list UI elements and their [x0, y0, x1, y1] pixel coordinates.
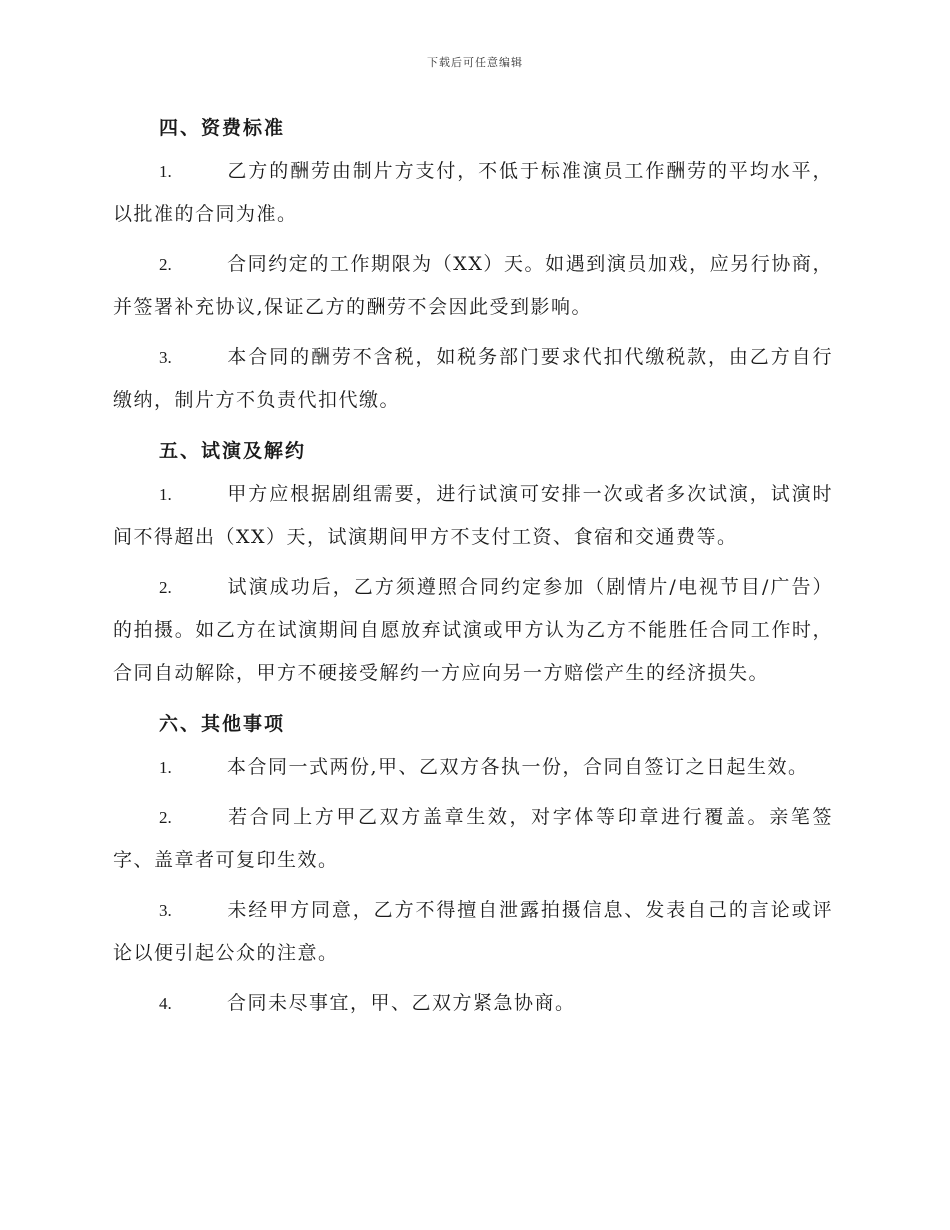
clause — [113, 889, 833, 975]
clause-text: 本合同一式两份,甲、乙双方各执一份，合同自签订之日起生效。 — [227, 756, 809, 778]
clause — [113, 982, 833, 1025]
clause-text: 试演成功后，乙方须遵照合同约定参加（剧情片/电视节目/广告）的拍摄。如乙方在试演期间自愿放弃试演或甲方认为乙方不能胜任合同工作时，合同自动解除，甲方不硬接受解约一方应向另一方赔偿产生的经济损失。 — [113, 576, 833, 684]
clause-number: 2. — [159, 808, 172, 827]
section-title-other: 六、其他事项 — [159, 713, 286, 735]
clause-text: 甲方应根据剧组需要，进行试演可安排一次或者多次试演，试演时间不得超出（XX）天，试演期间甲方不支付工资、食宿和交通费等。 — [113, 483, 833, 548]
clause-number: 2. — [159, 578, 172, 597]
clause-number: 3. — [159, 901, 172, 920]
clause-number: 1. — [159, 162, 172, 181]
clause — [113, 746, 833, 789]
clause — [113, 336, 833, 422]
section-title-audition: 五、试演及解约 — [159, 440, 307, 462]
clause-number: 3. — [159, 348, 172, 367]
clause-number: 4. — [159, 994, 172, 1013]
page-header: 下载后可任意编辑 — [427, 56, 523, 69]
clause — [113, 796, 833, 882]
section-title-fees: 四、资费标准 — [159, 117, 286, 139]
clause-text: 若合同上方甲乙双方盖章生效，对字体等印章进行覆盖。亲笔签字、盖章者可复印生效。 — [113, 806, 833, 871]
clause-text: 合同未尽事宜，甲、乙双方紧急协商。 — [227, 992, 576, 1014]
clause-text: 乙方的酬劳由制片方支付，不低于标准演员工作酬劳的平均水平，以批准的合同为准。 — [113, 160, 833, 225]
clause-text: 未经甲方同意，乙方不得擅自泄露拍摄信息、发表自己的言论或评论以便引起公众的注意。 — [113, 899, 833, 964]
clause-text: 本合同的酬劳不含税，如税务部门要求代扣代缴税款，由乙方自行缴纳，制片方不负责代扣代缴。 — [113, 346, 833, 411]
clause — [113, 150, 833, 236]
document-body — [113, 106, 833, 1032]
clause-text: 合同约定的工作期限为（XX）天。如遇到演员加戏，应另行协商，并签署补充协议,保证乙方的酬劳不会因此受到影响。 — [113, 253, 833, 318]
clause — [113, 243, 833, 329]
clause-number: 2. — [159, 255, 172, 274]
clause — [113, 566, 833, 695]
clause-number: 1. — [159, 485, 172, 504]
clause — [113, 473, 833, 559]
clause-number: 1. — [159, 758, 172, 777]
